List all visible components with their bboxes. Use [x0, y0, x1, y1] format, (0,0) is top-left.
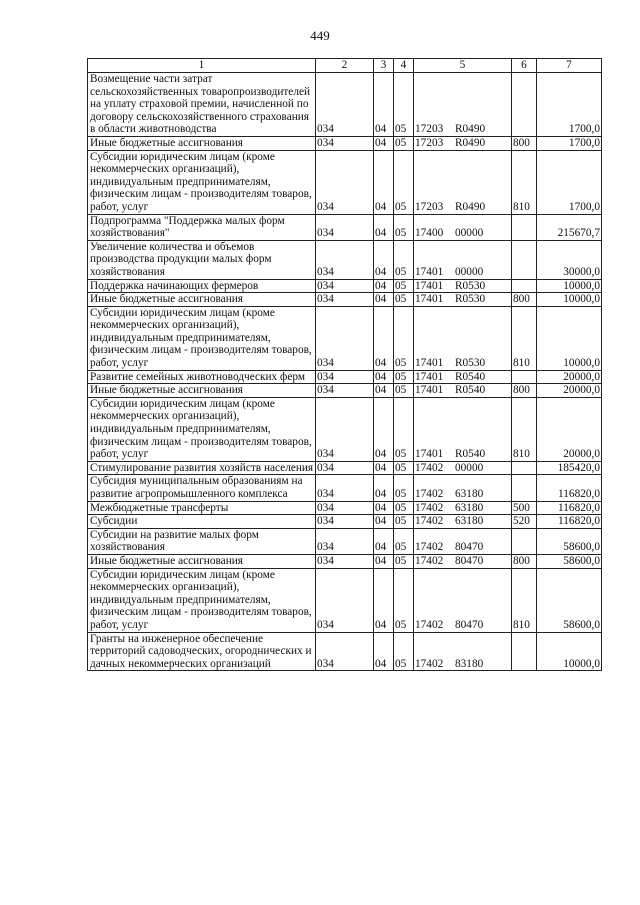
row-name: Иные бюджетные ассигнования — [88, 384, 316, 398]
row-csr — [414, 632, 512, 671]
row-csr — [414, 279, 512, 293]
row-csr-program: 17402 — [415, 501, 444, 514]
row-csr-program: 17402 — [415, 618, 444, 631]
row-vr: 520 — [512, 515, 537, 529]
row-rz: 04 — [374, 632, 394, 671]
header-col-5: 5 — [414, 59, 512, 73]
row-sum: 10000,0 — [537, 279, 602, 293]
row-sum: 1700,0 — [537, 136, 602, 150]
row-sum: 10000,0 — [537, 306, 602, 370]
table-row — [88, 384, 602, 398]
row-csr — [414, 528, 512, 554]
header-col-4: 4 — [394, 59, 414, 73]
row-name: Развитие семейных животноводческих ферм — [88, 370, 316, 384]
row-csr-program: 17402 — [415, 488, 444, 500]
row-name: Иные бюджетные ассигнования — [88, 554, 316, 568]
row-pr: 05 — [394, 568, 414, 632]
row-csr-direction: 63180 — [455, 488, 484, 500]
row-sum: 1700,0 — [537, 73, 602, 137]
row-vr: 810 — [512, 150, 537, 214]
row-pr: 05 — [394, 306, 414, 370]
row-csr-program: 17203 — [415, 123, 444, 136]
row-sum: 10000,0 — [537, 632, 602, 671]
table-row — [88, 279, 602, 293]
table-row — [88, 461, 602, 475]
row-rz: 04 — [374, 279, 394, 293]
row-csr-program: 17402 — [415, 461, 444, 474]
row-vr: 500 — [512, 501, 537, 515]
row-gr: 034 — [316, 306, 374, 370]
row-csr-program: 17401 — [415, 448, 444, 461]
header-col-3: 3 — [374, 59, 394, 73]
row-pr: 05 — [394, 240, 414, 279]
row-gr: 034 — [316, 293, 374, 307]
row-csr-direction: R0490 — [455, 136, 486, 149]
header-col-7: 7 — [537, 59, 602, 73]
row-csr-direction: 00000 — [455, 227, 484, 240]
row-gr: 034 — [316, 240, 374, 279]
row-csr-direction: 83180 — [455, 657, 484, 670]
row-csr-program: 17402 — [415, 554, 444, 567]
row-vr: 800 — [512, 554, 537, 568]
row-csr-program: 17401 — [415, 293, 444, 306]
row-name: Иные бюджетные ассигнования — [88, 136, 316, 150]
budget-table — [87, 58, 602, 671]
table-row — [88, 568, 602, 632]
row-csr-direction: R0530 — [455, 293, 486, 306]
row-gr: 034 — [316, 136, 374, 150]
row-csr — [414, 136, 512, 150]
row-sum: 116820,0 — [537, 515, 602, 529]
row-gr: 034 — [316, 73, 374, 137]
row-name: Субсидии юридическим лицам (кроме некоммерческих организаций), индивидуальным предпринимателям, физическим лицам - производителям товаров, работ, услуг — [88, 150, 316, 214]
row-name: Субсидии на развитие малых форм хозяйствования — [88, 528, 316, 554]
row-csr — [414, 370, 512, 384]
row-csr-program: 17203 — [415, 136, 444, 149]
row-sum: 215670,7 — [537, 214, 602, 240]
table-row — [88, 73, 602, 137]
row-rz: 04 — [374, 306, 394, 370]
row-pr: 05 — [394, 397, 414, 461]
row-csr — [414, 554, 512, 568]
table-row — [88, 397, 602, 461]
row-gr: 034 — [316, 279, 374, 293]
row-csr-program: 17400 — [415, 227, 444, 240]
row-vr — [512, 240, 537, 279]
row-rz: 04 — [374, 150, 394, 214]
row-gr: 034 — [316, 501, 374, 515]
row-csr-direction: R0490 — [455, 200, 486, 213]
row-csr-program: 17401 — [415, 265, 444, 278]
row-rz: 04 — [374, 554, 394, 568]
row-vr — [512, 461, 537, 475]
row-vr: 810 — [512, 397, 537, 461]
row-pr: 05 — [394, 501, 414, 515]
row-vr: 800 — [512, 293, 537, 307]
row-sum: 30000,0 — [537, 240, 602, 279]
row-pr: 05 — [394, 279, 414, 293]
row-pr: 05 — [394, 554, 414, 568]
row-csr — [414, 568, 512, 632]
table-row — [88, 150, 602, 214]
row-csr-program: 17401 — [415, 279, 444, 292]
row-rz: 04 — [374, 370, 394, 384]
row-csr-direction: 00000 — [455, 265, 484, 278]
row-rz: 04 — [374, 293, 394, 307]
table-row — [88, 306, 602, 370]
row-pr: 05 — [394, 73, 414, 137]
row-pr: 05 — [394, 632, 414, 671]
row-name: Подпрограмма "Поддержка малых форм хозяйствования" — [88, 214, 316, 240]
row-csr-direction: R0540 — [455, 384, 486, 397]
row-pr: 05 — [394, 384, 414, 398]
row-vr — [512, 279, 537, 293]
row-gr: 034 — [316, 632, 374, 671]
row-gr: 034 — [316, 528, 374, 554]
row-csr-program: 17401 — [415, 370, 444, 383]
row-gr: 034 — [316, 554, 374, 568]
row-csr — [414, 384, 512, 398]
row-csr — [414, 214, 512, 240]
row-csr-direction: R0540 — [455, 370, 486, 383]
row-pr: 05 — [394, 515, 414, 529]
row-csr-direction: R0530 — [455, 357, 486, 370]
row-rz: 04 — [374, 475, 394, 501]
row-gr: 034 — [316, 515, 374, 529]
row-csr-program: 17401 — [415, 357, 444, 370]
row-name: Межбюджетные трансферты — [88, 501, 316, 515]
row-csr — [414, 501, 512, 515]
row-vr — [512, 475, 537, 501]
row-sum: 58600,0 — [537, 568, 602, 632]
row-name: Поддержка начинающих фермеров — [88, 279, 316, 293]
row-pr: 05 — [394, 136, 414, 150]
row-sum: 1700,0 — [537, 150, 602, 214]
row-sum: 20000,0 — [537, 397, 602, 461]
row-rz: 04 — [374, 397, 394, 461]
row-rz: 04 — [374, 214, 394, 240]
row-name: Субсидии юридическим лицам (кроме некоммерческих организаций), индивидуальным предпринимателям, физическим лицам - производителям товаров, работ, услуг — [88, 568, 316, 632]
row-pr: 05 — [394, 150, 414, 214]
row-name: Гранты на инженерное обеспечение территорий садоводческих, огороднических и дачных некоммерческих организаций — [88, 632, 316, 671]
row-csr-program: 17402 — [415, 515, 444, 528]
row-csr-program: 17402 — [415, 541, 444, 554]
table-row — [88, 293, 602, 307]
row-csr-direction: R0540 — [455, 448, 486, 461]
row-sum: 116820,0 — [537, 475, 602, 501]
row-csr-direction: 80470 — [455, 554, 484, 567]
row-gr: 034 — [316, 475, 374, 501]
row-name: Субсидии — [88, 515, 316, 529]
row-pr: 05 — [394, 370, 414, 384]
row-csr-direction: 63180 — [455, 501, 484, 514]
row-pr: 05 — [394, 293, 414, 307]
row-pr: 05 — [394, 528, 414, 554]
row-sum: 10000,0 — [537, 293, 602, 307]
row-csr-program: 17401 — [415, 384, 444, 397]
row-pr: 05 — [394, 461, 414, 475]
row-gr: 034 — [316, 214, 374, 240]
row-sum: 116820,0 — [537, 501, 602, 515]
row-name: Увеличение количества и объемов производства продукции малых форм хозяйствования — [88, 240, 316, 279]
row-sum: 58600,0 — [537, 528, 602, 554]
row-vr: 800 — [512, 384, 537, 398]
row-gr: 034 — [316, 370, 374, 384]
row-name: Стимулирование развития хозяйств населения — [88, 461, 316, 475]
row-sum: 185420,0 — [537, 461, 602, 475]
row-vr — [512, 214, 537, 240]
row-csr — [414, 73, 512, 137]
row-csr — [414, 293, 512, 307]
row-csr-direction: 80470 — [455, 541, 484, 554]
table-row — [88, 528, 602, 554]
row-vr — [512, 528, 537, 554]
row-pr: 05 — [394, 475, 414, 501]
row-sum: 20000,0 — [537, 384, 602, 398]
row-sum: 58600,0 — [537, 554, 602, 568]
row-gr: 034 — [316, 461, 374, 475]
row-rz: 04 — [374, 528, 394, 554]
row-csr — [414, 515, 512, 529]
row-name: Иные бюджетные ассигнования — [88, 293, 316, 307]
row-csr — [414, 461, 512, 475]
row-sum: 20000,0 — [537, 370, 602, 384]
row-name: Субсидии юридическим лицам (кроме некоммерческих организаций), индивидуальным предпринимателям, физическим лицам - производителям товаров, работ, услуг — [88, 397, 316, 461]
table-row — [88, 240, 602, 279]
row-rz: 04 — [374, 515, 394, 529]
row-vr: 810 — [512, 568, 537, 632]
table-row — [88, 515, 602, 529]
table-row — [88, 501, 602, 515]
row-name: Субсидия муниципальным образованиям на развитие агропромышленного комплекса — [88, 475, 316, 501]
row-vr — [512, 632, 537, 671]
row-pr: 05 — [394, 214, 414, 240]
table-row — [88, 632, 602, 671]
row-csr-program: 17402 — [415, 657, 444, 670]
row-csr — [414, 240, 512, 279]
row-rz: 04 — [374, 501, 394, 515]
header-col-1: 1 — [88, 59, 316, 73]
row-csr — [414, 397, 512, 461]
row-gr: 034 — [316, 150, 374, 214]
row-vr — [512, 370, 537, 384]
header-col-6: 6 — [512, 59, 537, 73]
row-csr-direction: 63180 — [455, 515, 484, 528]
row-rz: 04 — [374, 384, 394, 398]
row-csr-direction: 80470 — [455, 618, 484, 631]
page-number: 449 — [310, 28, 330, 43]
row-rz: 04 — [374, 568, 394, 632]
row-name: Субсидии юридическим лицам (кроме некоммерческих организаций), индивидуальным предпринимателям, физическим лицам - производителям товаров, работ, услуг — [88, 306, 316, 370]
row-csr — [414, 306, 512, 370]
row-csr-program: 17203 — [415, 200, 444, 213]
header-col-2: 2 — [316, 59, 374, 73]
row-csr-direction: R0530 — [455, 279, 486, 292]
table-row — [88, 370, 602, 384]
table-row — [88, 475, 602, 501]
row-rz: 04 — [374, 240, 394, 279]
table-row — [88, 554, 602, 568]
row-name: Возмещение части затрат сельскохозяйственных товаропроизводителей на уплату страховой премии, начисленной по договору сельскохозяйственного страхования в области животноводства — [88, 73, 316, 137]
row-vr — [512, 73, 537, 137]
row-gr: 034 — [316, 568, 374, 632]
table-row — [88, 214, 602, 240]
row-csr-direction: 00000 — [455, 461, 484, 474]
row-gr: 034 — [316, 384, 374, 398]
row-vr: 810 — [512, 306, 537, 370]
row-rz: 04 — [374, 461, 394, 475]
row-rz: 04 — [374, 136, 394, 150]
row-vr: 800 — [512, 136, 537, 150]
table-row — [88, 136, 602, 150]
row-csr — [414, 150, 512, 214]
table-header-row — [88, 59, 602, 73]
row-gr: 034 — [316, 397, 374, 461]
row-csr — [414, 475, 512, 501]
row-rz: 04 — [374, 73, 394, 137]
row-csr-direction: R0490 — [455, 123, 486, 136]
